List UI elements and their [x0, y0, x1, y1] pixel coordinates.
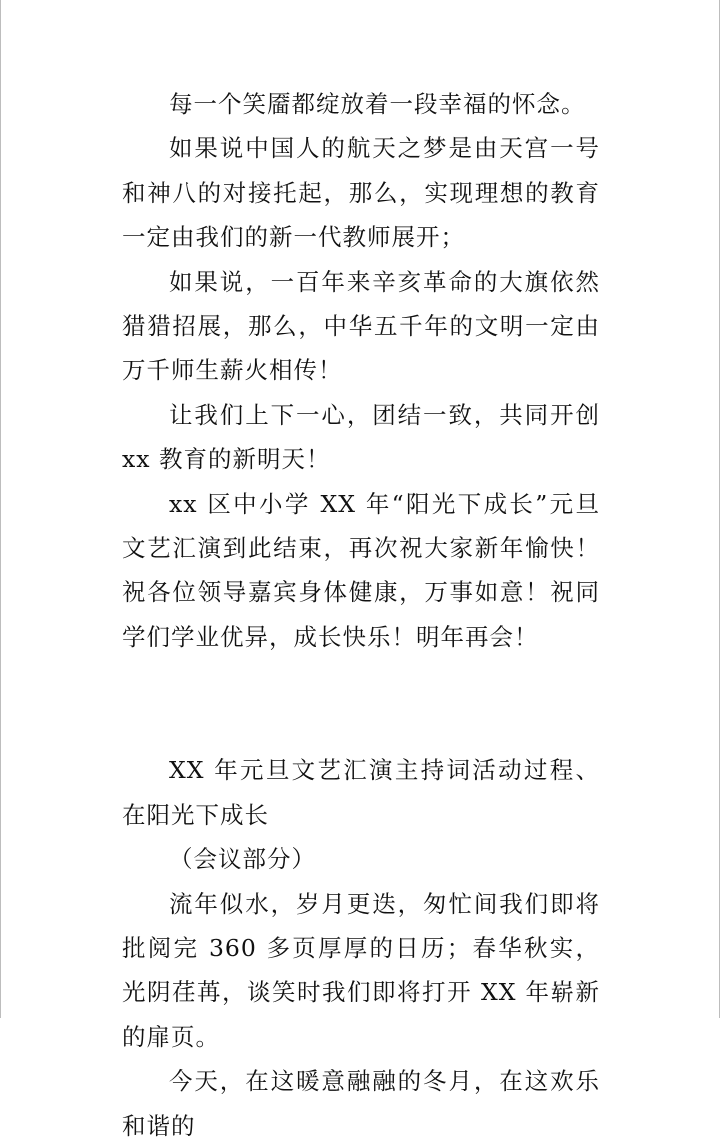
paragraph: 今天，在这暖意融融的冬月，在这欢乐和谐的 — [122, 1067, 600, 1140]
page-left-edge — [0, 0, 1, 1018]
paragraph: 流年似水，岁月更迭，匆忙间我们即将批阅完 360 多页厚厚的日历；春华秋实，光阴荏苒，谈笑时我们即将打开 XX 年崭新的扉页。 — [122, 889, 600, 1051]
section-subtitle: （会议部分） — [169, 845, 316, 874]
section-title: XX 年元旦文艺汇演主持词活动过程、在阳光下成长 — [122, 756, 600, 829]
paragraph: xx 区中小学 XX 年“阳光下成长”元旦文艺汇演到此结束，再次祝大家新年愉快！祝各位领导嘉宾身体健康，万事如意！祝同学们学业优异，成长快乐！明年再会！ — [122, 489, 600, 651]
document-body — [122, 82, 600, 1148]
paragraph: 如果说，一百年来辛亥革命的大旗依然猎猎招展，那么，中华五千年的文明一定由万千师生薪火相传！ — [122, 267, 600, 385]
paragraph: 每一个笑靥都绽放着一段幸福的怀念。 — [169, 90, 586, 118]
section-gap — [122, 659, 600, 748]
paragraph: 让我们上下一心，团结一致，共同开创 xx 教育的新明天！ — [122, 400, 600, 474]
paragraph: 如果说中国人的航天之梦是由天宫一号和神八的对接托起，那么，实现理想的教育一定由我们的新一代教师展开； — [122, 134, 600, 252]
